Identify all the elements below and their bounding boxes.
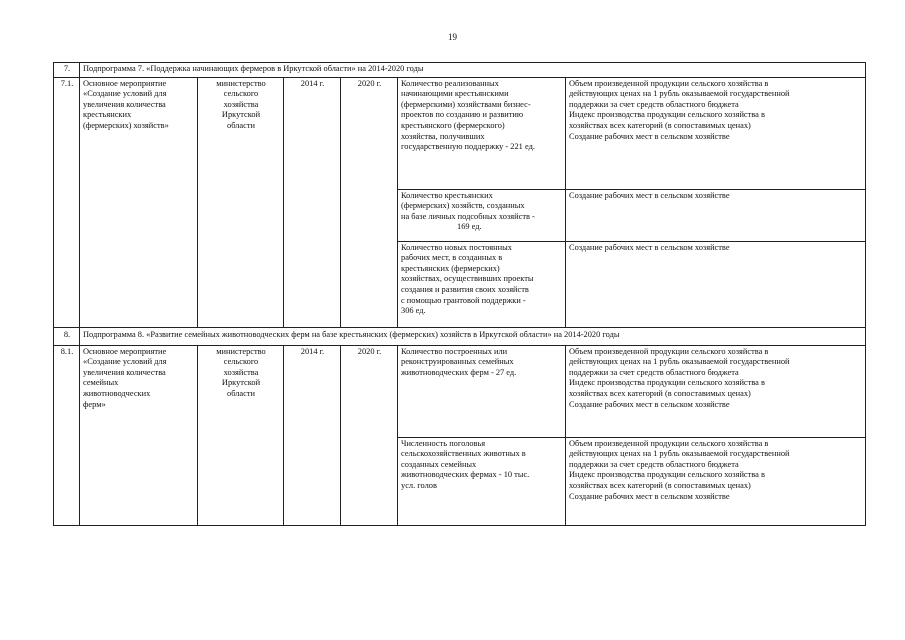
activity-number: 8.1. [54, 345, 80, 525]
start-year: 2014 г. [284, 77, 341, 327]
activity-number: 7.1. [54, 77, 80, 327]
expected-result: Численность поголовья сельскохозяйственных животных в созданных семейных животноводческих фермах - 10 тыс. усл. голов [398, 437, 566, 525]
subprogram-title: Подпрограмма 8. «Развитие семейных животноводческих ферм на базе крестьянских (фермерских) хозяйств в Иркутской области» на 2014-2020 годы [80, 327, 866, 345]
target-indicators: Создание рабочих мест в сельском хозяйстве [566, 189, 866, 241]
subprogram-title: Подпрограмма 7. «Поддержка начинающих фермеров в Иркутской области» на 2014-2020 годы [80, 63, 866, 78]
table-row [54, 77, 866, 189]
activity-executor: министерство сельского хозяйства Иркутской области [198, 77, 284, 327]
page-number: 19 [448, 32, 457, 42]
program-table [53, 62, 866, 526]
target-indicators: Создание рабочих мест в сельском хозяйстве [566, 241, 866, 327]
activity-name: Основное мероприятие «Создание условий для увеличения количества крестьянских (фермерских) хозяйств» [80, 77, 198, 327]
expected-result: Количество построенных или реконструированных семейных животноводческих ферм - 27 ед. [398, 345, 566, 437]
activity-name: Основное мероприятие «Создание условий для увеличения количества семейных животноводческих ферм» [80, 345, 198, 525]
subprogram-number: 7. [54, 63, 80, 78]
start-year: 2014 г. [284, 345, 341, 525]
subprogram-row [54, 63, 866, 78]
end-year: 2020 г. [341, 77, 398, 327]
activity-executor: министерство сельского хозяйства Иркутской области [198, 345, 284, 525]
subprogram-number: 8. [54, 327, 80, 345]
expected-result: Количество новых постоянных рабочих мест, в созданных в крестьянских (фермерских) хозяйствах, осуществивших проекты создания и развития своих хозяйств с помощью грантовой поддержки - 306 ед. [398, 241, 566, 327]
expected-result: Количество крестьянских (фермерских) хозяйств, созданных на базе личных подсобных хозяйств - 169 ед. [398, 189, 566, 241]
target-indicators: Объем произведенной продукции сельского хозяйства в действующих ценах на 1 рубль оказываемой государственной поддержки за счет средств областного бюджета Индекс производства продукции сельского хозяйства в хозяйствах всех категорий (в сопоставимых ценах) Создание рабочих мест в сельском хозяйстве [566, 345, 866, 437]
subprogram-row [54, 327, 866, 345]
table-row [54, 345, 866, 437]
target-indicators: Объем произведенной продукции сельского хозяйства в действующих ценах на 1 рубль оказываемой государственной поддержки за счет средств областного бюджета Индекс производства продукции сельского хозяйства в хозяйствах всех категорий (в сопоставимых ценах) Создание рабочих мест в сельском хозяйстве [566, 437, 866, 525]
target-indicators: Объем произведенной продукции сельского хозяйства в действующих ценах на 1 рубль оказываемой государственной поддержки за счет средств областного бюджета Индекс производства продукции сельского хозяйства в хозяйствах всех категорий (в сопоставимых ценах) Создание рабочих мест в сельском хозяйстве [566, 77, 866, 189]
end-year: 2020 г. [341, 345, 398, 525]
expected-result: Количество реализованных начинающими крестьянскими (фермерскими) хозяйствами бизнес- проектов по созданию и развитию крестьянского (фермерского) хозяйства, получивших государственную поддержку - 221 ед. [398, 77, 566, 189]
